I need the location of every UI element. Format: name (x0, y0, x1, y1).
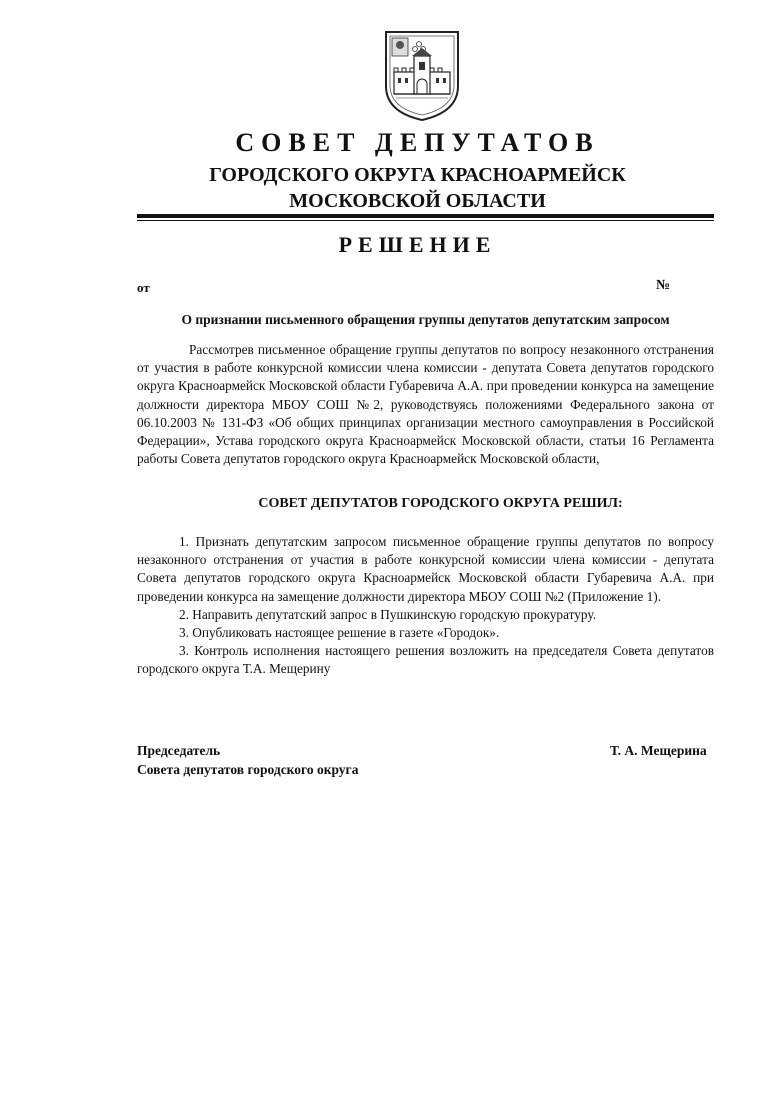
decision-item-4: 3. Контроль исполнения настоящего решения возложить на председателя Совета депутатов городского округа Т.А. Мещерину (137, 643, 714, 677)
decision-item-2: 2. Направить депутатский запрос в Пушкинскую городскую прокуратуру. (179, 606, 597, 622)
header-divider-thin (137, 220, 714, 221)
decision-subject: О признании письменного обращения группы депутатов депутатским запросом (181, 312, 670, 327)
signatory-title-line2: Совета депутатов городского округа (137, 762, 359, 777)
signatory-name: Т. А. Мещерина (610, 743, 707, 758)
council-title: СОВЕТ ДЕПУТАТОВ (235, 128, 600, 157)
number-label: № (656, 278, 671, 293)
decision-item-1: 1. Признать депутатским запросом письменное обращение группы депутатов по вопросу незаконного отстранения от участия в работе конкурсной комиссии члена комиссии - депутата Совета депутатов городского округа Красноармейск Московской области Губаревича А.А. при проведении конкурса на замещение должности директора МБОУ СОШ №2 (Приложение 1). (137, 534, 714, 604)
signatory-title-line1: Председатель (137, 743, 221, 758)
district-title-line1: ГОРОДСКОГО ОКРУГА КРАСНОАРМЕЙСК (209, 164, 626, 186)
resolved-heading: СОВЕТ ДЕПУТАТОВ ГОРОДСКОГО ОКРУГА РЕШИЛ: (258, 496, 623, 511)
date-label: от (137, 280, 150, 295)
decision-heading: РЕШЕНИЕ (338, 232, 497, 257)
coat-of-arms-icon (382, 28, 462, 124)
district-title-line2: МОСКОВСКОЙ ОБЛАСТИ (289, 190, 546, 212)
preamble-paragraph: Рассмотрев письменное обращение группы депутатов по вопросу незаконного отстранения от участия в работе конкурсной комиссии члена комиссии - депутата Совета депутатов городского округа Красноармейск Московской области Губаревича А.А. при проведении конкурса на замещение должности директора МБОУ СОШ №2, руководствуясь положениями Федерального закона от 06.10.2003 № 131-ФЗ «Об общих принципах организации местного самоуправления в Российской Федерации», Устава городского округа Красноармейск Московской области, статьи 16 Регламента работы Совета депутатов городского округа Красноармейск Московской области, (137, 342, 714, 467)
decision-item-3: 3. Опубликовать настоящее решение в газете «Городок». (179, 625, 500, 641)
header-divider-thick (137, 214, 714, 218)
decision-items (137, 533, 714, 679)
